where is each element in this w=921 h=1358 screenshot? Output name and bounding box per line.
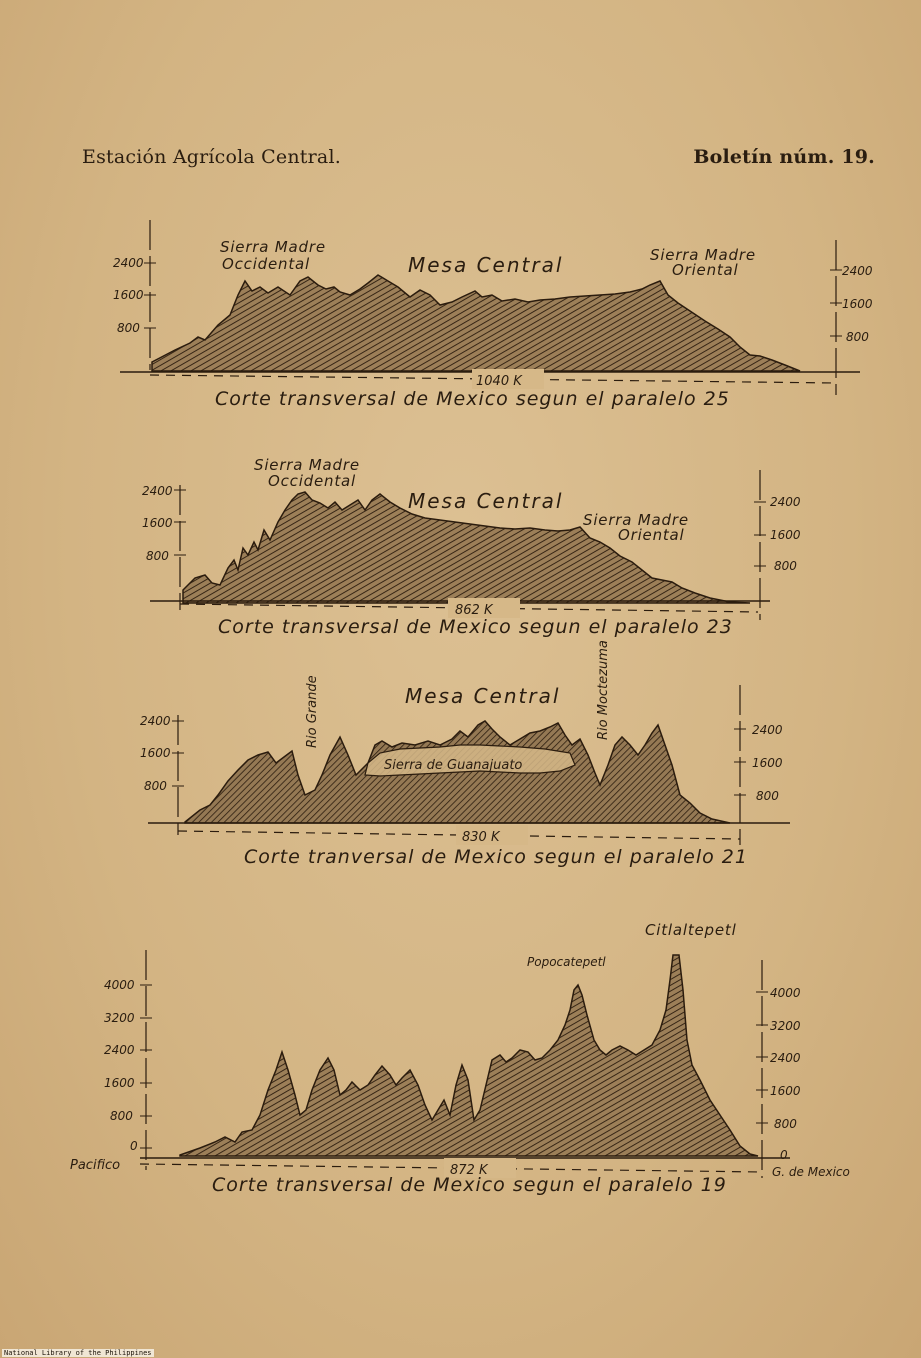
left-tick-800: 800	[117, 321, 140, 335]
right-tick-2400: 2400	[752, 723, 783, 737]
left-tick-0: 0	[130, 1139, 138, 1153]
right-tick-800: 800	[774, 559, 797, 573]
left-tick-800: 800	[110, 1109, 133, 1123]
left-tick-4000: 4000	[104, 978, 135, 992]
label-oriental: Oriental	[618, 526, 685, 544]
caption: Corte transversal de Mexico segun el paralelo 25	[215, 388, 730, 410]
label-citlaltepetl: Citlaltepetl	[645, 921, 737, 939]
right-tick-2400: 2400	[770, 1051, 801, 1065]
section-paralelo-25	[0, 215, 921, 420]
label-sierra-madre-occ-1: Sierra Madre	[220, 238, 326, 256]
footer-credit: National Library of the Philippines	[4, 1349, 152, 1357]
left-tick-1600: 1600	[142, 516, 173, 530]
caption: Corte tranversal de Mexico segun el paralelo 21	[244, 846, 748, 868]
section-paralelo-21	[0, 640, 921, 875]
label-mesa-central: Mesa Central	[408, 253, 564, 277]
label-mesa-central: Mesa Central	[408, 489, 564, 513]
profile-paralelo-19	[180, 955, 758, 1156]
left-tick-1600: 1600	[113, 288, 144, 302]
label-rio-grande: Rio Grande	[305, 675, 320, 748]
left-tick-800: 800	[146, 549, 169, 563]
caption: Corte transversal de Mexico segun el paralelo 19	[212, 1174, 727, 1196]
right-tick-800: 800	[846, 330, 869, 344]
section-paralelo-19	[0, 910, 921, 1210]
label-sierra-madre-or: Sierra Madre	[583, 511, 689, 529]
label-rio-moctezuma: Rio Moctezuma	[596, 640, 611, 740]
label-occidental: Occidental	[222, 255, 310, 273]
distance-label: 872 K	[450, 1163, 488, 1178]
label-popocatepetl: Popocatepetl	[527, 955, 606, 969]
section-paralelo-23	[0, 450, 921, 650]
label-oriental: Oriental	[672, 261, 739, 279]
left-tick-1600: 1600	[104, 1076, 135, 1090]
right-tick-800: 800	[774, 1117, 797, 1131]
left-tick-800: 800	[144, 779, 167, 793]
right-tick-1600: 1600	[752, 756, 783, 770]
label-sierra-madre-occ: Sierra Madre	[254, 456, 360, 474]
label-mesa-central: Mesa Central	[405, 684, 561, 708]
left-tick-2400: 2400	[140, 714, 171, 728]
label-occidental: Occidental	[268, 472, 356, 490]
header-right-title: Boletín núm. 19.	[693, 146, 875, 168]
distance-label: 1040 K	[476, 374, 522, 389]
label-sierra-madre-or-1: Sierra Madre	[650, 246, 756, 264]
profile-paralelo-25	[152, 275, 800, 371]
left-tick-2400: 2400	[113, 256, 144, 270]
label-pacifico: Pacifico	[70, 1158, 121, 1173]
right-tick-1600: 1600	[770, 1084, 801, 1098]
left-tick-2400: 2400	[142, 484, 173, 498]
right-tick-800: 800	[756, 789, 779, 803]
label-golfo-mexico: G. de Mexico	[772, 1165, 850, 1179]
right-tick-0: 0	[780, 1148, 788, 1162]
label-sierra-guanajuato: Sierra de Guanajuato	[384, 758, 523, 773]
left-tick-2400: 2400	[104, 1043, 135, 1057]
distance-label: 830 K	[462, 830, 500, 845]
right-tick-1600: 1600	[770, 528, 801, 542]
right-tick-2400: 2400	[770, 495, 801, 509]
header-left-title: Estación Agrícola Central.	[82, 146, 341, 168]
right-tick-2400: 2400	[842, 264, 873, 278]
distance-label: 862 K	[455, 603, 493, 618]
right-tick-4000: 4000	[770, 986, 801, 1000]
right-tick-3200: 3200	[770, 1019, 801, 1033]
caption: Corte transversal de Mexico segun el paralelo 23	[218, 616, 733, 638]
left-tick-3200: 3200	[104, 1011, 135, 1025]
left-tick-1600: 1600	[140, 746, 171, 760]
right-tick-1600: 1600	[842, 297, 873, 311]
